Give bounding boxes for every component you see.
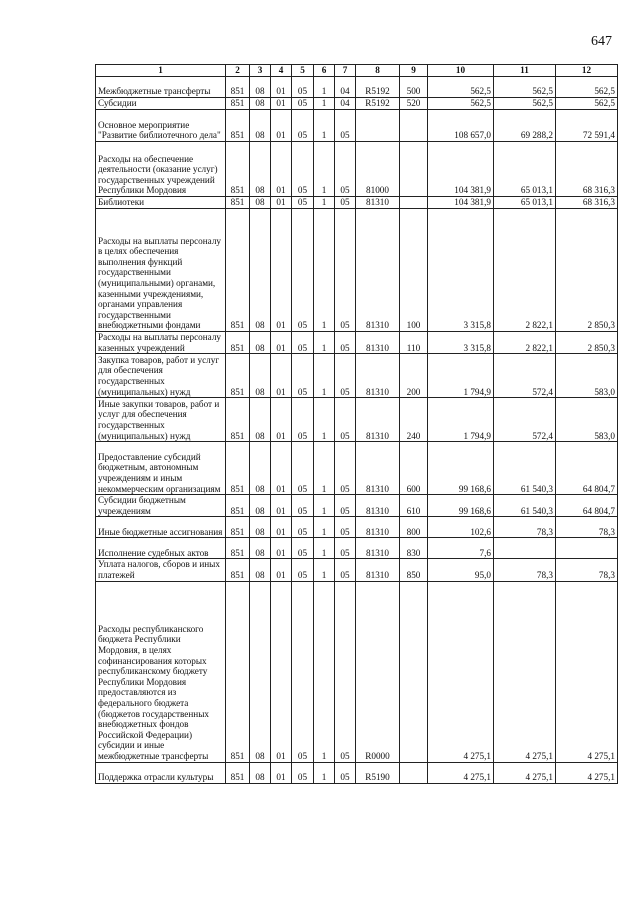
section-cell: 08 (250, 581, 271, 762)
amount-year3-cell: 2 850,3 (556, 209, 618, 332)
event-cell: 05 (335, 197, 356, 209)
event-cell: 05 (335, 332, 356, 354)
program-cell: 05 (292, 559, 314, 581)
target-item-cell: 81000 (356, 142, 400, 197)
amount-year3-cell: 4 275,1 (556, 581, 618, 762)
amount-year2-cell: 2 822,1 (494, 209, 556, 332)
subprogram-cell: 1 (314, 98, 335, 110)
amount-year3-cell: 583,0 (556, 398, 618, 442)
amount-year1-cell: 562,5 (428, 98, 494, 110)
amount-year1-cell: 108 657,0 (428, 110, 494, 142)
table-row (96, 517, 618, 538)
target-item-cell: 81310 (356, 209, 400, 332)
section-cell: 08 (250, 762, 271, 783)
header-row (96, 65, 618, 77)
target-item-cell: R5192 (356, 98, 400, 110)
column-header: 4 (271, 65, 292, 77)
admin-code-cell: 851 (226, 110, 250, 142)
program-cell: 05 (292, 98, 314, 110)
expense-type-cell: 110 (400, 332, 428, 354)
table-row (96, 581, 618, 762)
section-cell: 08 (250, 110, 271, 142)
amount-year2-cell: 2 822,1 (494, 332, 556, 354)
program-cell: 05 (292, 332, 314, 354)
subsection-cell: 01 (271, 77, 292, 98)
row-name-cell: Расходы на выплаты персоналу казенных учреждений (96, 332, 226, 354)
admin-code-cell: 851 (226, 197, 250, 209)
row-name-cell: Поддержка отрасли культуры (96, 762, 226, 783)
amount-year2-cell: 61 540,3 (494, 495, 556, 517)
admin-code-cell: 851 (226, 142, 250, 197)
subsection-cell: 01 (271, 98, 292, 110)
column-header: 9 (400, 65, 428, 77)
target-item-cell: 81310 (356, 332, 400, 354)
program-cell: 05 (292, 495, 314, 517)
amount-year3-cell: 78,3 (556, 559, 618, 581)
table-row (96, 110, 618, 142)
event-cell: 05 (335, 142, 356, 197)
row-name-cell: Предоставление субсидий бюджетным, автономным учреждениям и иным некоммерческим организациям (96, 442, 226, 495)
expense-type-cell: 610 (400, 495, 428, 517)
program-cell: 05 (292, 398, 314, 442)
expense-type-cell: 850 (400, 559, 428, 581)
target-item-cell (356, 110, 400, 142)
section-cell: 08 (250, 197, 271, 209)
section-cell: 08 (250, 332, 271, 354)
amount-year2-cell: 78,3 (494, 517, 556, 538)
subsection-cell: 01 (271, 332, 292, 354)
amount-year2-cell: 61 540,3 (494, 442, 556, 495)
expense-type-cell: 100 (400, 209, 428, 332)
amount-year1-cell: 95,0 (428, 559, 494, 581)
subprogram-cell: 1 (314, 442, 335, 495)
subprogram-cell: 1 (314, 209, 335, 332)
table-row (96, 442, 618, 495)
table-body (96, 77, 618, 784)
program-cell: 05 (292, 762, 314, 783)
subsection-cell: 01 (271, 762, 292, 783)
subsection-cell: 01 (271, 142, 292, 197)
subprogram-cell: 1 (314, 110, 335, 142)
event-cell: 05 (335, 559, 356, 581)
section-cell: 08 (250, 538, 271, 559)
table-row (96, 559, 618, 581)
expense-type-cell (400, 762, 428, 783)
table-row (96, 209, 618, 332)
amount-year1-cell: 562,5 (428, 77, 494, 98)
event-cell: 05 (335, 110, 356, 142)
table-row (96, 142, 618, 197)
program-cell: 05 (292, 442, 314, 495)
subsection-cell: 01 (271, 581, 292, 762)
amount-year2-cell: 69 288,2 (494, 110, 556, 142)
target-item-cell: R0000 (356, 581, 400, 762)
amount-year1-cell: 99 168,6 (428, 442, 494, 495)
amount-year1-cell: 102,6 (428, 517, 494, 538)
amount-year3-cell: 64 804,7 (556, 495, 618, 517)
program-cell: 05 (292, 197, 314, 209)
subsection-cell: 01 (271, 559, 292, 581)
event-cell: 05 (335, 442, 356, 495)
subprogram-cell: 1 (314, 517, 335, 538)
event-cell: 05 (335, 354, 356, 398)
row-name-cell: Закупка товаров, работ и услуг для обеспечения государственных (муниципальных) нужд (96, 354, 226, 398)
subprogram-cell: 1 (314, 77, 335, 98)
expense-type-cell: 600 (400, 442, 428, 495)
admin-code-cell: 851 (226, 98, 250, 110)
row-name-cell: Расходы на обеспечение деятельности (оказание услуг) государственных учреждений Республики Мордовия (96, 142, 226, 197)
subprogram-cell: 1 (314, 142, 335, 197)
row-name-cell: Иные бюджетные ассигнования (96, 517, 226, 538)
amount-year1-cell: 3 315,8 (428, 332, 494, 354)
section-cell: 08 (250, 495, 271, 517)
admin-code-cell: 851 (226, 442, 250, 495)
expense-type-cell: 500 (400, 77, 428, 98)
subsection-cell: 01 (271, 197, 292, 209)
program-cell: 05 (292, 110, 314, 142)
amount-year1-cell: 1 794,9 (428, 398, 494, 442)
amount-year3-cell: 2 850,3 (556, 332, 618, 354)
section-cell: 08 (250, 354, 271, 398)
subprogram-cell: 1 (314, 762, 335, 783)
amount-year3-cell: 4 275,1 (556, 762, 618, 783)
admin-code-cell: 851 (226, 398, 250, 442)
program-cell: 05 (292, 354, 314, 398)
event-cell: 04 (335, 98, 356, 110)
admin-code-cell: 851 (226, 581, 250, 762)
target-item-cell: 81310 (356, 197, 400, 209)
amount-year2-cell: 562,5 (494, 98, 556, 110)
admin-code-cell: 851 (226, 495, 250, 517)
amount-year1-cell: 104 381,9 (428, 142, 494, 197)
amount-year3-cell: 72 591,4 (556, 110, 618, 142)
subsection-cell: 01 (271, 442, 292, 495)
amount-year2-cell: 562,5 (494, 77, 556, 98)
amount-year1-cell: 7,6 (428, 538, 494, 559)
expense-type-cell (400, 110, 428, 142)
column-header: 6 (314, 65, 335, 77)
event-cell: 05 (335, 209, 356, 332)
row-name-cell: Уплата налогов, сборов и иных платежей (96, 559, 226, 581)
admin-code-cell: 851 (226, 517, 250, 538)
subsection-cell: 01 (271, 538, 292, 559)
section-cell: 08 (250, 77, 271, 98)
row-name-cell: Субсидии (96, 98, 226, 110)
target-item-cell: R5190 (356, 762, 400, 783)
subsection-cell: 01 (271, 110, 292, 142)
subsection-cell: 01 (271, 209, 292, 332)
expense-type-cell: 830 (400, 538, 428, 559)
subsection-cell: 01 (271, 517, 292, 538)
column-header: 8 (356, 65, 400, 77)
amount-year1-cell: 3 315,8 (428, 209, 494, 332)
budget-table (95, 64, 618, 784)
section-cell: 08 (250, 142, 271, 197)
target-item-cell: 81310 (356, 495, 400, 517)
section-cell: 08 (250, 98, 271, 110)
subprogram-cell: 1 (314, 354, 335, 398)
subprogram-cell: 1 (314, 559, 335, 581)
amount-year1-cell: 99 168,6 (428, 495, 494, 517)
page-number: 647 (591, 34, 612, 49)
section-cell: 08 (250, 209, 271, 332)
expense-type-cell: 800 (400, 517, 428, 538)
row-name-cell: Субсидии бюджетным учреждениям (96, 495, 226, 517)
program-cell: 05 (292, 77, 314, 98)
column-header: 7 (335, 65, 356, 77)
subsection-cell: 01 (271, 398, 292, 442)
row-name-cell: Библиотеки (96, 197, 226, 209)
table-row (96, 77, 618, 98)
subprogram-cell: 1 (314, 332, 335, 354)
table-row (96, 354, 618, 398)
table-row (96, 538, 618, 559)
table-row (96, 398, 618, 442)
amount-year3-cell: 78,3 (556, 517, 618, 538)
program-cell: 05 (292, 142, 314, 197)
column-header: 10 (428, 65, 494, 77)
column-header: 3 (250, 65, 271, 77)
amount-year3-cell: 562,5 (556, 77, 618, 98)
subprogram-cell: 1 (314, 197, 335, 209)
admin-code-cell: 851 (226, 77, 250, 98)
expense-type-cell: 520 (400, 98, 428, 110)
expense-type-cell: 200 (400, 354, 428, 398)
amount-year1-cell: 1 794,9 (428, 354, 494, 398)
target-item-cell: 81310 (356, 354, 400, 398)
target-item-cell: R5192 (356, 77, 400, 98)
section-cell: 08 (250, 559, 271, 581)
row-name-cell: Иные закупки товаров, работ и услуг для обеспечения государственных (муниципальных) нужд (96, 398, 226, 442)
event-cell: 04 (335, 77, 356, 98)
program-cell: 05 (292, 581, 314, 762)
admin-code-cell: 851 (226, 559, 250, 581)
column-header: 2 (226, 65, 250, 77)
admin-code-cell: 851 (226, 354, 250, 398)
column-header: 5 (292, 65, 314, 77)
row-name-cell: Межбюджетные трансферты (96, 77, 226, 98)
expense-type-cell (400, 581, 428, 762)
subsection-cell: 01 (271, 495, 292, 517)
amount-year2-cell: 65 013,1 (494, 142, 556, 197)
event-cell: 05 (335, 762, 356, 783)
expense-type-cell (400, 142, 428, 197)
amount-year2-cell (494, 538, 556, 559)
amount-year3-cell: 68 316,3 (556, 142, 618, 197)
amount-year3-cell (556, 538, 618, 559)
amount-year3-cell: 68 316,3 (556, 197, 618, 209)
table-row (96, 98, 618, 110)
target-item-cell: 81310 (356, 517, 400, 538)
target-item-cell: 81310 (356, 442, 400, 495)
row-name-cell: Расходы на выплаты персоналу в целях обеспечения выполнения функций государственными (муниципальными) органами, казенными учреждениями, органами управления государственными внебюджетными фондами (96, 209, 226, 332)
row-name-cell: Основное мероприятие "Развитие библиотечного дела" (96, 110, 226, 142)
amount-year3-cell: 64 804,7 (556, 442, 618, 495)
event-cell: 05 (335, 495, 356, 517)
admin-code-cell: 851 (226, 762, 250, 783)
event-cell: 05 (335, 538, 356, 559)
row-name-cell: Исполнение судебных актов (96, 538, 226, 559)
amount-year3-cell: 583,0 (556, 354, 618, 398)
section-cell: 08 (250, 398, 271, 442)
amount-year2-cell: 572,4 (494, 398, 556, 442)
section-cell: 08 (250, 442, 271, 495)
admin-code-cell: 851 (226, 332, 250, 354)
target-item-cell: 81310 (356, 538, 400, 559)
column-header: 1 (96, 65, 226, 77)
event-cell: 05 (335, 581, 356, 762)
amount-year1-cell: 104 381,9 (428, 197, 494, 209)
subprogram-cell: 1 (314, 538, 335, 559)
column-header: 12 (556, 65, 618, 77)
subprogram-cell: 1 (314, 398, 335, 442)
program-cell: 05 (292, 209, 314, 332)
amount-year2-cell: 4 275,1 (494, 581, 556, 762)
expense-type-cell: 240 (400, 398, 428, 442)
table-row (96, 197, 618, 209)
row-name-cell: Расходы республиканского бюджета Республики Мордовия, в целях софинансирования которых республиканскому бюджету Республики Мордовия предоставляются из федерального бюджета (бюджетов государственных внебюджетных фондов Российской Федерации) субсидии и иные межбюджетные трансферты (96, 581, 226, 762)
amount-year2-cell: 4 275,1 (494, 762, 556, 783)
amount-year2-cell: 572,4 (494, 354, 556, 398)
amount-year1-cell: 4 275,1 (428, 762, 494, 783)
event-cell: 05 (335, 517, 356, 538)
column-header: 11 (494, 65, 556, 77)
program-cell: 05 (292, 538, 314, 559)
subprogram-cell: 1 (314, 495, 335, 517)
admin-code-cell: 851 (226, 538, 250, 559)
amount-year2-cell: 78,3 (494, 559, 556, 581)
table-row (96, 762, 618, 783)
subprogram-cell: 1 (314, 581, 335, 762)
section-cell: 08 (250, 517, 271, 538)
amount-year2-cell: 65 013,1 (494, 197, 556, 209)
table-row (96, 495, 618, 517)
amount-year3-cell: 562,5 (556, 98, 618, 110)
expense-type-cell (400, 197, 428, 209)
target-item-cell: 81310 (356, 559, 400, 581)
target-item-cell: 81310 (356, 398, 400, 442)
table-row (96, 332, 618, 354)
amount-year1-cell: 4 275,1 (428, 581, 494, 762)
event-cell: 05 (335, 398, 356, 442)
program-cell: 05 (292, 517, 314, 538)
subsection-cell: 01 (271, 354, 292, 398)
admin-code-cell: 851 (226, 209, 250, 332)
